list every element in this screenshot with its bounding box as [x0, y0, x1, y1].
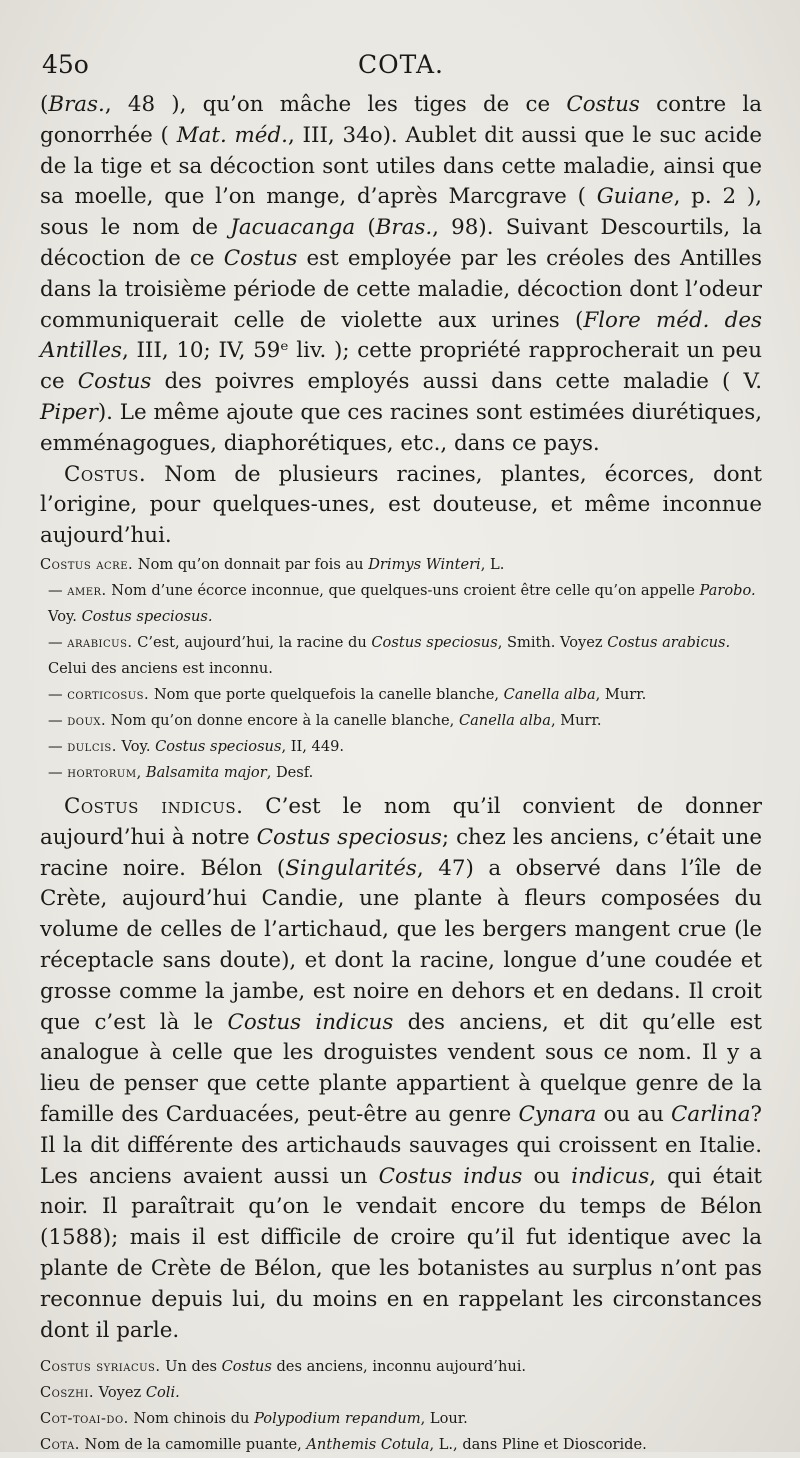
text-run: , Murr. [550, 711, 602, 729]
text-run: , 48 ), qu’on mâche les tiges de ce [104, 92, 567, 117]
text-run: , L. [480, 555, 505, 573]
subentry-costus-corticosus [40, 682, 762, 708]
text-run: , 47) a observé dans l’île de Crète, aujourd’hui Candie, une plante à fleurs composées du volume de celles de l’artichaud, que les bergers mangent crue (le réceptacle sans doute), et dont la racine, longue d’une coudée et grosse comme la jambe, est noire en dehors et en dedans. Il croit que c’est là le [40, 855, 762, 1035]
small-caps-run: corticosus. [67, 685, 150, 703]
text-run: Nom qu’on donne encore à la canelle blanche, [106, 711, 459, 729]
subentry-costus-dulcis [40, 734, 762, 760]
text-run: ; chez les anciens, c’était une racine noire. Bélon ( [40, 824, 762, 881]
page-number: 45o [42, 50, 89, 79]
italic-run: Flore méd. des Antilles [40, 307, 763, 364]
text-run: C’est le nom qu’il convient de donner aujourd’hui à notre [40, 793, 763, 850]
text-run: est employée par les créoles des Antilles dans la troisième période de cette maladie, décoction dont l’odeur communiquerait celle de violette aux urines ( [40, 245, 762, 333]
italic-run: Costus speciosus. [81, 607, 213, 625]
text-run: , III, 34o). Aublet dit aussi que le suc acide de la tige et sa décoction sont utiles dans cette maladie, ainsi que sa moelle, que l’on mange, d’après Marcgrave ( [40, 122, 762, 210]
text-run: — [48, 737, 68, 755]
entry-cot-toai-do [40, 1406, 762, 1432]
italic-run: Costus speciosus [256, 824, 442, 850]
text-run: ? Il la dit différente des artichauds sauvages qui croissent en Italie. Les anciens avaient aussi un [40, 1101, 762, 1189]
text-run: Celui des anciens est inconnu. [48, 659, 273, 677]
text-run: des anciens, inconnu aujourd’hui. [271, 1358, 527, 1376]
costus-subentries [40, 552, 762, 786]
paragraph-costus-continued [40, 90, 762, 460]
text-run: des anciens, et dit qu’elle est analogue à celle que les droguistes vendent sous ce nom. Il y a lieu de penser que cette plante appartient à quelque genre de la famille des Carduacées, peut-être au genre [40, 1009, 762, 1127]
text-run: ). Le même ajoute que ces racines sont estimées diurétiques, emménagogues, diaphorétiques, etc., dans ce pays. [40, 399, 762, 456]
text-run: Nom d’une écorce inconnue, que quelques-uns croient être celle qu’on appelle [106, 581, 700, 599]
subentry-costus-arabicus [40, 630, 762, 682]
text-run: , Desf. [266, 763, 314, 781]
entry-costus-syriacus [40, 1354, 762, 1380]
small-caps-run: amer. [67, 581, 107, 599]
text-run: Nom qu’on donnait par fois au [133, 555, 369, 573]
text-run: ou [522, 1163, 572, 1189]
italic-run: Costus [77, 369, 152, 395]
text-run: Nom de plusieurs racines, plantes, écorces, dont l’origine, pour quelques-unes, est douteuse, et même inconnue aujourd’hui. [40, 461, 762, 549]
running-head: COTA. [358, 50, 444, 79]
text-run: , Murr. [595, 685, 647, 703]
italic-run: Costus speciosus [371, 633, 498, 651]
small-caps-run: Cota. [40, 1436, 80, 1454]
italic-run: indicus [571, 1163, 650, 1189]
small-caps-run: arabicus. [67, 633, 133, 651]
italic-run: Costus [566, 92, 640, 117]
italic-run: Anthemis Cotula [306, 1436, 430, 1454]
italic-run: Costus arabicus. [607, 633, 731, 651]
subentry-costus-hortorum [40, 760, 762, 786]
text-run: , II, 449. [281, 737, 345, 755]
entry-cota [40, 1432, 762, 1458]
paragraph-costus-indicus [40, 792, 762, 1346]
italic-run: Singularités [285, 855, 417, 881]
italic-run: Carlina [670, 1101, 751, 1127]
small-caps-run: hortorum [67, 763, 137, 781]
italic-run: Coli. [145, 1384, 180, 1402]
small-caps-run: Cot-toai-do. [40, 1410, 129, 1428]
text-run: ou au [596, 1101, 671, 1127]
small-caps-run: dulcis. [67, 737, 117, 755]
text-run: Nom chinois du [128, 1410, 255, 1428]
text-run: — [48, 633, 68, 651]
text-run: Voy. [116, 737, 156, 755]
paragraph-costus-entry [40, 460, 762, 552]
italic-run: Costus speciosus [155, 737, 282, 755]
text-run: , L., dans Pline et Dioscoride. [429, 1436, 647, 1454]
text-run: Voyez [93, 1384, 146, 1402]
text-run: , III, 10; IV, 59ᵉ liv. ); cette propriété rapprocherait un peu ce [40, 338, 762, 395]
italic-run: Bras. [375, 215, 433, 241]
italic-run: Costus indus [378, 1163, 523, 1189]
italic-run: Guiane [596, 184, 674, 210]
text-run: , qui était noir. Il paraîtrait qu’on le vendait encore du temps de Bélon (1588); mais il est difficile de croire qu’il fut identique avec la plante de Crète de Bélon, que les botanistes au surplus n’ont pas reconnue depuis lui, du moins en en rappelant les circonstances dont il parle. [40, 1163, 763, 1343]
small-caps-run: Costus acre. [40, 555, 134, 573]
italic-run: Jacuacanga [230, 215, 356, 241]
entry-coszhi [40, 1380, 762, 1406]
text-run: , [136, 763, 146, 781]
text-run: Voy. [48, 607, 82, 625]
subentry-costus-doux [40, 708, 762, 734]
text-run: ( [355, 215, 376, 241]
text-run: , Lour. [420, 1410, 468, 1428]
text-run: Nom de la camomille puante, [79, 1436, 307, 1454]
text-run: — [48, 581, 68, 599]
italic-run: Drimys Winteri [368, 555, 481, 573]
small-caps-run: doux. [67, 711, 107, 729]
italic-run: Canella alba [458, 711, 551, 729]
italic-run: Costus [221, 1358, 272, 1376]
italic-run: Costus indicus [227, 1009, 394, 1035]
text-run: ( [40, 92, 49, 117]
italic-run: Bras. [48, 92, 105, 117]
italic-run: Mat. méd. [176, 122, 288, 148]
italic-run: Parobo. [699, 581, 756, 599]
text-run: — [48, 685, 68, 703]
page-header [40, 50, 762, 86]
text-run: , Smith. Voyez [497, 633, 608, 651]
text-run: contre la gonorrhée ( [40, 92, 762, 148]
small-caps-run: Costus. [64, 461, 147, 487]
small-caps-run: Costus indicus. [64, 793, 244, 819]
small-caps-run: Coszhi. [40, 1384, 94, 1402]
small-caps-run: Costus syriacus. [40, 1358, 161, 1376]
italic-run: Costus [223, 245, 298, 271]
text-run: des poivres employés aussi dans cette maladie ( V. [151, 369, 762, 395]
italic-run: Piper [40, 399, 98, 425]
text-run: C’est, aujourd’hui, la racine du [132, 633, 372, 651]
text-run: , 98). Suivant Descourtils, la décoction de ce [40, 215, 762, 271]
final-entries [40, 1354, 762, 1458]
text-run: — [48, 711, 68, 729]
text-run: Un des [160, 1358, 222, 1376]
italic-run: Canella alba [503, 685, 596, 703]
italic-run: Balsamita major [145, 763, 267, 781]
italic-run: Polypodium repandum [254, 1410, 421, 1428]
italic-run: Cynara [518, 1101, 597, 1127]
subentry-costus-amer [40, 578, 762, 630]
subentry-costus-acre [40, 552, 762, 578]
text-run: Nom que porte quelquefois la canelle blanche, [149, 685, 504, 703]
text-run: , p. 2 ), sous le nom de [40, 184, 762, 241]
text-run: — [48, 763, 68, 781]
